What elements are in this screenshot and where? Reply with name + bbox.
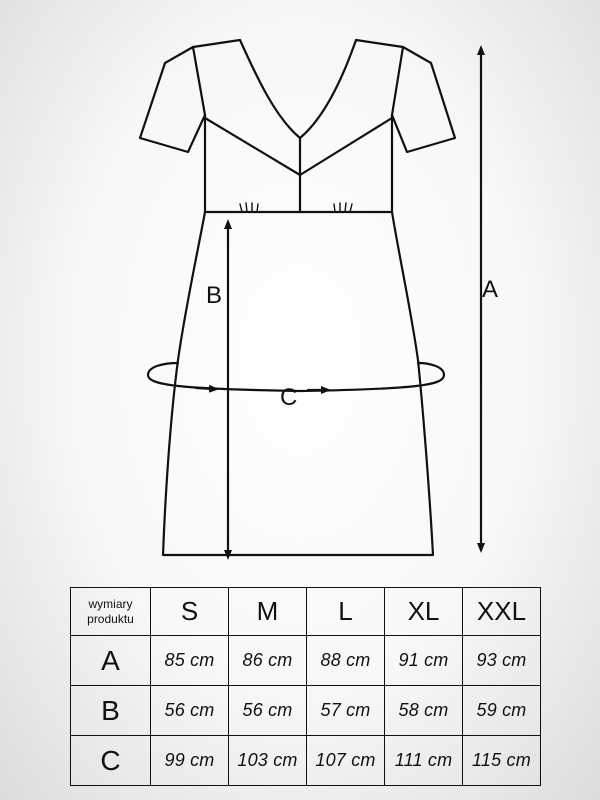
row-label-c: C [71,736,151,786]
table-cell: 85 cm [151,636,229,686]
table-cell: 58 cm [385,686,463,736]
corner-line-2: produktu [87,611,134,626]
size-header-l: L [307,588,385,636]
table-cell: 115 cm [463,736,541,786]
table-cell: 57 cm [307,686,385,736]
size-header-row [71,588,541,636]
size-header-xl: XL [385,588,463,636]
dimension-a [481,50,498,548]
table-row-b [71,686,541,736]
dimension-c [148,363,444,411]
corner-header [71,588,151,636]
size-header-m: M [229,588,307,636]
table-cell: 86 cm [229,636,307,686]
table-row-c [71,736,541,786]
size-header-xxl: XXL [463,588,541,636]
corner-line-1: wymiary [88,596,133,611]
dimension-c-label: C [280,384,298,411]
row-label-b: B [71,686,151,736]
table-cell: 56 cm [151,686,229,736]
size-header-s: S [151,588,229,636]
table-cell: 88 cm [307,636,385,686]
table-cell: 59 cm [463,686,541,736]
dimension-a-label: A [482,276,499,303]
row-label-a: A [71,636,151,686]
table-cell: 56 cm [229,686,307,736]
table-cell: 107 cm [307,736,385,786]
table-cell: 99 cm [151,736,229,786]
table-cell: 111 cm [385,736,463,786]
dimension-b-label: B [206,282,223,309]
table-cell: 91 cm [385,636,463,686]
size-table [70,587,541,786]
dress-outline [140,40,455,555]
table-cell: 103 cm [229,736,307,786]
table-row-a [71,636,541,686]
table-cell: 93 cm [463,636,541,686]
